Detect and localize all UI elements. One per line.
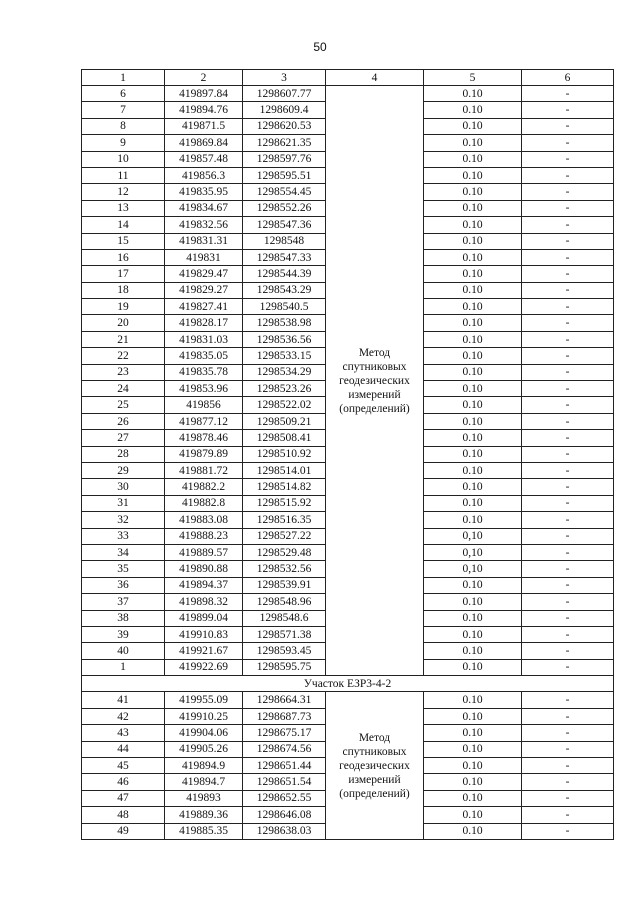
notes-cell: - — [522, 446, 614, 462]
notes-cell: - — [522, 708, 614, 724]
point-number-cell: 28 — [82, 446, 165, 462]
notes-cell: - — [522, 184, 614, 200]
table-body — [82, 86, 614, 840]
point-number-cell: 22 — [82, 348, 165, 364]
accuracy-cell: 0.10 — [424, 692, 522, 708]
point-number-cell: 42 — [82, 708, 165, 724]
point-number-cell: 11 — [82, 167, 165, 183]
x-coordinate-cell: 419894.37 — [165, 577, 243, 593]
point-number-cell: 31 — [82, 495, 165, 511]
notes-cell: - — [522, 495, 614, 511]
accuracy-cell: 0.10 — [424, 86, 522, 102]
notes-cell: - — [522, 413, 614, 429]
accuracy-cell: 0.10 — [424, 184, 522, 200]
accuracy-cell: 0.10 — [424, 774, 522, 790]
x-coordinate-cell: 419894.76 — [165, 102, 243, 118]
notes-cell: - — [522, 381, 614, 397]
accuracy-cell: 0.10 — [424, 462, 522, 478]
method-cell — [326, 692, 424, 840]
header-row — [82, 70, 614, 86]
notes-cell: - — [522, 692, 614, 708]
method-line: Метод — [358, 731, 391, 744]
accuracy-cell: 0.10 — [424, 135, 522, 151]
accuracy-cell: 0.10 — [424, 577, 522, 593]
notes-cell: - — [522, 462, 614, 478]
section-title: Участок ЕЗР3-4-2 — [82, 676, 614, 692]
method-line: геодезических — [339, 374, 410, 387]
x-coordinate-cell: 419831 — [165, 249, 243, 265]
accuracy-cell: 0.10 — [424, 299, 522, 315]
y-coordinate-cell: 1298651.44 — [243, 758, 326, 774]
accuracy-cell: 0.10 — [424, 331, 522, 347]
point-number-cell: 48 — [82, 807, 165, 823]
y-coordinate-cell: 1298674.56 — [243, 741, 326, 757]
table-row — [82, 692, 614, 708]
accuracy-cell: 0,10 — [424, 544, 522, 560]
y-coordinate-cell: 1298510.92 — [243, 446, 326, 462]
x-coordinate-cell: 419831.31 — [165, 233, 243, 249]
y-coordinate-cell: 1298621.35 — [243, 135, 326, 151]
notes-cell: - — [522, 135, 614, 151]
method-line: (определений) — [339, 402, 410, 415]
point-number-cell: 18 — [82, 282, 165, 298]
point-number-cell: 19 — [82, 299, 165, 315]
x-coordinate-cell: 419827.41 — [165, 299, 243, 315]
point-number-cell: 39 — [82, 626, 165, 642]
y-coordinate-cell: 1298547.36 — [243, 217, 326, 233]
x-coordinate-cell: 419856.3 — [165, 167, 243, 183]
x-coordinate-cell: 419905.26 — [165, 741, 243, 757]
x-coordinate-cell: 419882.8 — [165, 495, 243, 511]
accuracy-cell: 0.10 — [424, 266, 522, 282]
point-number-cell: 33 — [82, 528, 165, 544]
point-number-cell: 44 — [82, 741, 165, 757]
x-coordinate-cell: 419889.36 — [165, 807, 243, 823]
notes-cell: - — [522, 102, 614, 118]
notes-cell: - — [522, 397, 614, 413]
point-number-cell: 13 — [82, 200, 165, 216]
notes-cell: - — [522, 167, 614, 183]
header-cell: 2 — [165, 70, 243, 86]
notes-cell: - — [522, 348, 614, 364]
x-coordinate-cell: 419883.08 — [165, 512, 243, 528]
x-coordinate-cell: 419955.09 — [165, 692, 243, 708]
point-number-cell: 16 — [82, 249, 165, 265]
x-coordinate-cell: 419889.57 — [165, 544, 243, 560]
x-coordinate-cell: 419829.27 — [165, 282, 243, 298]
method-line: измерений — [348, 388, 401, 401]
x-coordinate-cell: 419881.72 — [165, 462, 243, 478]
x-coordinate-cell: 419857.48 — [165, 151, 243, 167]
y-coordinate-cell: 1298620.53 — [243, 118, 326, 134]
notes-cell: - — [522, 774, 614, 790]
point-number-cell: 45 — [82, 758, 165, 774]
point-number-cell: 10 — [82, 151, 165, 167]
accuracy-cell: 0.10 — [424, 151, 522, 167]
y-coordinate-cell: 1298675.17 — [243, 725, 326, 741]
notes-cell: - — [522, 364, 614, 380]
point-number-cell: 17 — [82, 266, 165, 282]
y-coordinate-cell: 1298638.03 — [243, 823, 326, 839]
y-coordinate-cell: 1298508.41 — [243, 430, 326, 446]
y-coordinate-cell: 1298548 — [243, 233, 326, 249]
accuracy-cell: 0.10 — [424, 233, 522, 249]
y-coordinate-cell: 1298514.82 — [243, 479, 326, 495]
point-number-cell: 7 — [82, 102, 165, 118]
y-coordinate-cell: 1298533.15 — [243, 348, 326, 364]
y-coordinate-cell: 1298532.56 — [243, 561, 326, 577]
x-coordinate-cell: 419856 — [165, 397, 243, 413]
method-line: спутниковых — [342, 745, 407, 758]
method-line: Метод — [358, 346, 391, 359]
accuracy-cell: 0.10 — [424, 807, 522, 823]
accuracy-cell: 0.10 — [424, 790, 522, 806]
x-coordinate-cell: 419893 — [165, 790, 243, 806]
y-coordinate-cell: 1298509.21 — [243, 413, 326, 429]
y-coordinate-cell: 1298595.75 — [243, 659, 326, 675]
point-number-cell: 47 — [82, 790, 165, 806]
notes-cell: - — [522, 577, 614, 593]
accuracy-cell: 0.10 — [424, 479, 522, 495]
accuracy-cell: 0.10 — [424, 708, 522, 724]
x-coordinate-cell: 419835.95 — [165, 184, 243, 200]
page-number: 50 — [313, 40, 327, 54]
notes-cell: - — [522, 315, 614, 331]
point-number-cell: 46 — [82, 774, 165, 790]
x-coordinate-cell: 419894.7 — [165, 774, 243, 790]
x-coordinate-cell: 419890.88 — [165, 561, 243, 577]
point-number-cell: 9 — [82, 135, 165, 151]
accuracy-cell: 0.10 — [424, 512, 522, 528]
section-row — [82, 676, 614, 692]
point-number-cell: 6 — [82, 86, 165, 102]
x-coordinate-cell: 419834.67 — [165, 200, 243, 216]
notes-cell: - — [522, 331, 614, 347]
point-number-cell: 36 — [82, 577, 165, 593]
accuracy-cell: 0.10 — [424, 397, 522, 413]
header-cell: 4 — [326, 70, 424, 86]
accuracy-cell: 0.10 — [424, 249, 522, 265]
y-coordinate-cell: 1298527.22 — [243, 528, 326, 544]
notes-cell: - — [522, 249, 614, 265]
notes-cell: - — [522, 266, 614, 282]
method-line: (определений) — [339, 787, 410, 800]
y-coordinate-cell: 1298536.56 — [243, 331, 326, 347]
y-coordinate-cell: 1298609.4 — [243, 102, 326, 118]
x-coordinate-cell: 419831.03 — [165, 331, 243, 347]
point-number-cell: 20 — [82, 315, 165, 331]
point-number-cell: 35 — [82, 561, 165, 577]
y-coordinate-cell: 1298538.98 — [243, 315, 326, 331]
y-coordinate-cell: 1298523.26 — [243, 381, 326, 397]
x-coordinate-cell: 419885.35 — [165, 823, 243, 839]
accuracy-cell: 0.10 — [424, 659, 522, 675]
method-cell — [326, 86, 424, 676]
y-coordinate-cell: 1298529.48 — [243, 544, 326, 560]
y-coordinate-cell: 1298522.02 — [243, 397, 326, 413]
accuracy-cell: 0,10 — [424, 561, 522, 577]
y-coordinate-cell: 1298651.54 — [243, 774, 326, 790]
notes-cell: - — [522, 528, 614, 544]
accuracy-cell: 0.10 — [424, 446, 522, 462]
coordinates-table — [81, 69, 614, 840]
method-line: измерений — [348, 773, 401, 786]
y-coordinate-cell: 1298516.35 — [243, 512, 326, 528]
y-coordinate-cell: 1298539.91 — [243, 577, 326, 593]
point-number-cell: 29 — [82, 462, 165, 478]
notes-cell: - — [522, 86, 614, 102]
point-number-cell: 26 — [82, 413, 165, 429]
accuracy-cell: 0.10 — [424, 610, 522, 626]
accuracy-cell: 0.10 — [424, 315, 522, 331]
accuracy-cell: 0.10 — [424, 364, 522, 380]
point-number-cell: 8 — [82, 118, 165, 134]
x-coordinate-cell: 419879.89 — [165, 446, 243, 462]
y-coordinate-cell: 1298593.45 — [243, 643, 326, 659]
x-coordinate-cell: 419921.67 — [165, 643, 243, 659]
accuracy-cell: 0.10 — [424, 741, 522, 757]
point-number-cell: 49 — [82, 823, 165, 839]
x-coordinate-cell: 419853.96 — [165, 381, 243, 397]
y-coordinate-cell: 1298547.33 — [243, 249, 326, 265]
notes-cell: - — [522, 626, 614, 642]
point-number-cell: 37 — [82, 594, 165, 610]
accuracy-cell: 0.10 — [424, 381, 522, 397]
notes-cell: - — [522, 430, 614, 446]
accuracy-cell: 0.10 — [424, 282, 522, 298]
y-coordinate-cell: 1298652.55 — [243, 790, 326, 806]
x-coordinate-cell: 419869.84 — [165, 135, 243, 151]
point-number-cell: 25 — [82, 397, 165, 413]
notes-cell: - — [522, 479, 614, 495]
x-coordinate-cell: 419877.12 — [165, 413, 243, 429]
point-number-cell: 40 — [82, 643, 165, 659]
x-coordinate-cell: 419910.83 — [165, 626, 243, 642]
notes-cell: - — [522, 643, 614, 659]
point-number-cell: 43 — [82, 725, 165, 741]
notes-cell: - — [522, 512, 614, 528]
accuracy-cell: 0.10 — [424, 217, 522, 233]
header-cell: 1 — [82, 70, 165, 86]
y-coordinate-cell: 1298540.5 — [243, 299, 326, 315]
notes-cell: - — [522, 807, 614, 823]
x-coordinate-cell: 419922.69 — [165, 659, 243, 675]
point-number-cell: 24 — [82, 381, 165, 397]
x-coordinate-cell: 419829.47 — [165, 266, 243, 282]
accuracy-cell: 0.10 — [424, 643, 522, 659]
table-row — [82, 86, 614, 102]
x-coordinate-cell: 419882.2 — [165, 479, 243, 495]
notes-cell: - — [522, 544, 614, 560]
notes-cell: - — [522, 659, 614, 675]
y-coordinate-cell: 1298554.45 — [243, 184, 326, 200]
point-number-cell: 38 — [82, 610, 165, 626]
x-coordinate-cell: 419832.56 — [165, 217, 243, 233]
y-coordinate-cell: 1298607.77 — [243, 86, 326, 102]
x-coordinate-cell: 419828.17 — [165, 315, 243, 331]
accuracy-cell: 0.10 — [424, 725, 522, 741]
y-coordinate-cell: 1298687.73 — [243, 708, 326, 724]
y-coordinate-cell: 1298664.31 — [243, 692, 326, 708]
accuracy-cell: 0.10 — [424, 430, 522, 446]
y-coordinate-cell: 1298571.38 — [243, 626, 326, 642]
notes-cell: - — [522, 790, 614, 806]
notes-cell: - — [522, 561, 614, 577]
x-coordinate-cell: 419897.84 — [165, 86, 243, 102]
point-number-cell: 41 — [82, 692, 165, 708]
notes-cell: - — [522, 610, 614, 626]
point-number-cell: 32 — [82, 512, 165, 528]
x-coordinate-cell: 419899.04 — [165, 610, 243, 626]
y-coordinate-cell: 1298597.76 — [243, 151, 326, 167]
notes-cell: - — [522, 823, 614, 839]
header-cell: 6 — [522, 70, 614, 86]
x-coordinate-cell: 419904.06 — [165, 725, 243, 741]
y-coordinate-cell: 1298552.26 — [243, 200, 326, 216]
point-number-cell: 1 — [82, 659, 165, 675]
y-coordinate-cell: 1298548.96 — [243, 594, 326, 610]
point-number-cell: 30 — [82, 479, 165, 495]
accuracy-cell: 0,10 — [424, 528, 522, 544]
accuracy-cell: 0.10 — [424, 823, 522, 839]
y-coordinate-cell: 1298514.01 — [243, 462, 326, 478]
notes-cell: - — [522, 741, 614, 757]
point-number-cell: 27 — [82, 430, 165, 446]
notes-cell: - — [522, 200, 614, 216]
accuracy-cell: 0.10 — [424, 495, 522, 511]
y-coordinate-cell: 1298544.39 — [243, 266, 326, 282]
accuracy-cell: 0.10 — [424, 594, 522, 610]
x-coordinate-cell: 419835.78 — [165, 364, 243, 380]
accuracy-cell: 0.10 — [424, 626, 522, 642]
point-number-cell: 34 — [82, 544, 165, 560]
y-coordinate-cell: 1298595.51 — [243, 167, 326, 183]
accuracy-cell: 0.10 — [424, 167, 522, 183]
point-number-cell: 14 — [82, 217, 165, 233]
x-coordinate-cell: 419835.05 — [165, 348, 243, 364]
notes-cell: - — [522, 299, 614, 315]
header-cell: 3 — [243, 70, 326, 86]
y-coordinate-cell: 1298548.6 — [243, 610, 326, 626]
method-line: спутниковых — [342, 360, 407, 373]
point-number-cell: 15 — [82, 233, 165, 249]
point-number-cell: 12 — [82, 184, 165, 200]
notes-cell: - — [522, 282, 614, 298]
notes-cell: - — [522, 217, 614, 233]
notes-cell: - — [522, 151, 614, 167]
x-coordinate-cell: 419894.9 — [165, 758, 243, 774]
notes-cell: - — [522, 594, 614, 610]
accuracy-cell: 0.10 — [424, 413, 522, 429]
notes-cell: - — [522, 233, 614, 249]
header-cell: 5 — [424, 70, 522, 86]
notes-cell: - — [522, 725, 614, 741]
point-number-cell: 23 — [82, 364, 165, 380]
accuracy-cell: 0.10 — [424, 102, 522, 118]
x-coordinate-cell: 419871.5 — [165, 118, 243, 134]
point-number-cell: 21 — [82, 331, 165, 347]
notes-cell: - — [522, 758, 614, 774]
x-coordinate-cell: 419910.25 — [165, 708, 243, 724]
x-coordinate-cell: 419878.46 — [165, 430, 243, 446]
accuracy-cell: 0.10 — [424, 348, 522, 364]
accuracy-cell: 0.10 — [424, 758, 522, 774]
accuracy-cell: 0.10 — [424, 118, 522, 134]
method-line: геодезических — [339, 759, 410, 772]
y-coordinate-cell: 1298646.08 — [243, 807, 326, 823]
y-coordinate-cell: 1298543.29 — [243, 282, 326, 298]
x-coordinate-cell: 419888.23 — [165, 528, 243, 544]
y-coordinate-cell: 1298534.29 — [243, 364, 326, 380]
notes-cell: - — [522, 118, 614, 134]
y-coordinate-cell: 1298515.92 — [243, 495, 326, 511]
x-coordinate-cell: 419898.32 — [165, 594, 243, 610]
accuracy-cell: 0.10 — [424, 200, 522, 216]
